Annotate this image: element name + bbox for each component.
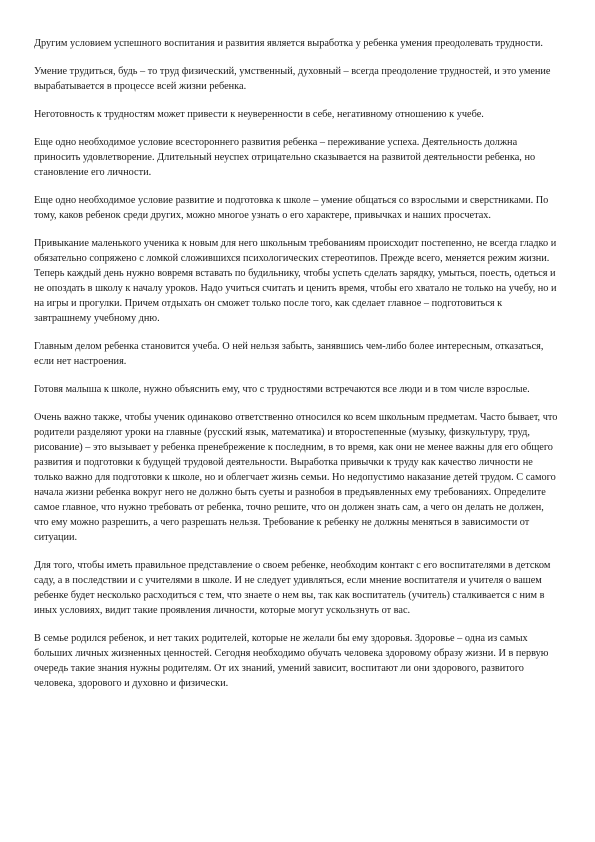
paragraph-10: Для того, чтобы иметь правильное представление о своем ребенке, необходим контакт с его воспитателями в детском саду, а в последствии и с учителями в школе. И не следует удивляться, если мнение воспитателя и учителя о вашем ребенке будет несколько расходиться с тем, что знаете о нем вы, так как воспитатель (учитель) сталкивается с ним в иных условиях, видит такие проявления личности, которые могут ускользнуть от вас. [34, 560, 551, 616]
paragraph-8: Готовя малыша к школе, нужно объяснить ему, что с трудностями встречаются все люди и в том числе взрослые. [34, 384, 530, 395]
paragraph-9: Очень важно также, чтобы ученик одинаково ответственно относился ко всем школьным предметам. Часто бывает, что родители разделяют уроки на главные (русский язык, математика) и второстепенные (музыку, физкультуру, труд, рисование) – это вызывает у ребенка пренебрежение к последним, в то время, как они не менее важны для его общего развития и подготовки к будущей трудовой деятельности. Выработка привычки к труду как качество личности не только важно для подготовки к школе, но и облегчает жизнь семьи. Но недопустимо наказание детей трудом. С самого начала жизни ребенка вокруг него не должно быть суеты и разнобоя в предъявленных ему требованиях. Определите самое главное, что нужно требовать от ребенка, точно решите, что он должен знать сам, а чего он делать не должен, что ему можно разрешить, а чего разрешать нельзя. Требование к ребенку не должны меняться в зависимости от ситуации. [34, 412, 558, 543]
paragraph-6: Привыкание маленького ученика к новым для него школьным требованиям происходит постепенно, не всегда гладко и обязательно сопряжено с ломкой сложившихся психологических стереотипов. Прежде всего, меняется режим жизни. Теперь каждый день нужно вовремя вставать по будильнику, чтобы успеть сделать зарядку, умыться, поесть, одеться и не опоздать в школу к началу уроков. Надо учиться считать и ценить время, чтобы его хватало не только на учебу, но и на игры и прогулки. Причем отдыхать он сможет только после того, как сделает главное – подготовиться к завтрашнему учебному дню. [34, 238, 557, 324]
paragraph-7: Главным делом ребенка становится учеба. О ней нельзя забыть, занявшись чем-либо более интересным, отказаться, если нет настроения. [34, 341, 544, 367]
paragraph-3: Неготовность к трудностям может привести к неуверенности в себе, негативному отношению к учебе. [34, 109, 484, 120]
paragraph-4: Еще одно необходимое условие всестороннего развития ребенка – переживание успеха. Деятельность должна приносить удовлетворение. Длительный неуспех отрицательно сказывается на развитой деятельности ребенка, но становление его личности. [34, 137, 536, 178]
paragraph-11: В семье родился ребенок, и нет таких родителей, которые не желали бы ему здоровья. Здоровье – одна из самых больших личных жизненных ценностей. Сегодня необходимо обучать человека здоровому образу жизни. И в первую очередь такие знания нужны родителям. От их знаний, умений зависит, воспитают ли они здорового, развитого человека, здорового и духовно и физически. [34, 633, 549, 689]
paragraph-2: Умение трудиться, будь – то труд физический, умственный, духовный – всегда преодоление трудностей, и это умение вырабатывается в процессе всей жизни ребенка. [34, 66, 551, 92]
paragraph-5: Еще одно необходимое условие развитие и подготовка к школе – умение общаться со взрослыми и сверстниками. По тому, каков ребенок среди других, можно многое узнать о его характере, привычках и наших просчетах. [34, 195, 549, 221]
paragraph-1: Другим условием успешного воспитания и развития является выработка у ребенка умения преодолевать трудности. [34, 38, 543, 49]
